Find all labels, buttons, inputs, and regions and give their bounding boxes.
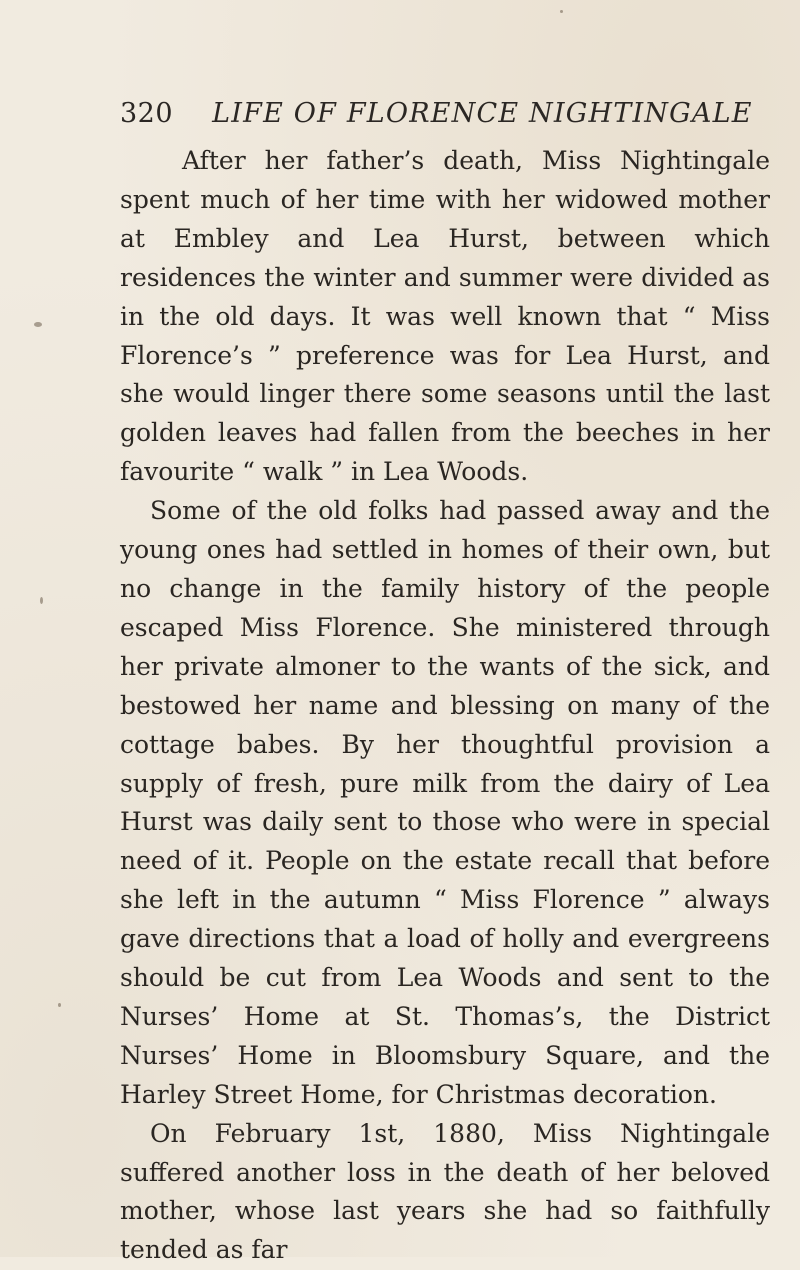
paper-speck [560, 10, 563, 13]
paper-speck [40, 597, 43, 604]
paragraph: Some of the old folks had passed away and the young ones had settled in homes of their own, but no change in the family history of the people escaped Miss Florence. She ministered through her private almoner to the wants of the sick, and bestowed her name and blessing on many of the cottage babes. By her thoughtful provision a supply of fresh, pure milk from the dairy of Lea Hurst was daily sent to those who were in special need of it. People on the estate recall that before she left in the autumn “ Miss Florence ” always gave directions that a load of holly and evergreens should be cut from Lea Woods and sent to the Nurses’ Home at St. Thomas’s, the District Nurses’ Home in Bloomsbury Square, and the Harley Street Home, for Christmas decoration. [120, 496, 770, 1109]
paragraph: On February 1st, 1880, Miss Nightingale suffered another loss in the death of her beloved mother, whose last years she had so faithfully tended as far [120, 1118, 770, 1265]
running-head [120, 98, 760, 138]
body-text [120, 142, 770, 1265]
page-number: 320 [120, 98, 174, 129]
paper-speck [34, 322, 42, 327]
running-title: LIFE OF FLORENCE NIGHTINGALE [212, 98, 753, 129]
paragraph: After her father’s death, Miss Nightingale spent much of her time with her widowed mother at Embley and Lea Hurst, between which residences the winter and summer were divided as in the old days. It was well known that “ Miss Florence’s ” preference was for Lea Hurst, and she would linger there some seasons until the last golden leaves had fallen from the beeches in her favourite “ walk ” in Lea Woods. [120, 146, 770, 487]
paper-speck [58, 1003, 61, 1007]
